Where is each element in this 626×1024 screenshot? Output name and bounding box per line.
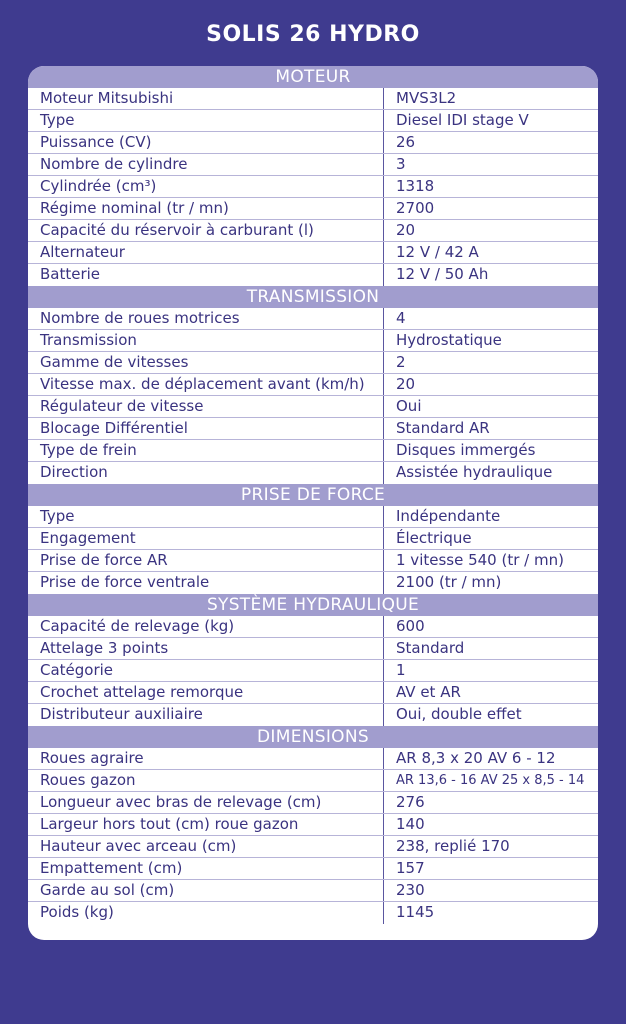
- table-row: [28, 154, 598, 176]
- table-row: [28, 198, 598, 220]
- section-transmission: [28, 286, 598, 484]
- table-row: [28, 704, 598, 726]
- table-row: [28, 792, 598, 814]
- section-heading: TRANSMISSION: [28, 286, 598, 308]
- section-heading: MOTEUR: [28, 66, 598, 88]
- row-value: 1 vitesse 540 (tr / mn): [396, 551, 564, 569]
- row-label: Régulateur de vitesse: [28, 396, 384, 417]
- row-value: AR 8,3 x 20 AV 6 - 12: [396, 749, 556, 767]
- row-value: Disques immergés: [396, 441, 536, 459]
- row-label: Puissance (CV): [28, 132, 384, 153]
- table-row: [28, 462, 598, 484]
- row-value: 1145: [396, 903, 435, 921]
- row-label: Roues agraire: [28, 748, 384, 769]
- row-value: 140: [396, 815, 425, 833]
- row-label: Transmission: [28, 330, 384, 351]
- table-row: [28, 506, 598, 528]
- row-label: Prise de force ventrale: [28, 572, 384, 594]
- row-label: Roues gazon: [28, 770, 384, 791]
- page-title: SOLIS 26 HYDRO: [206, 22, 420, 47]
- table-row: [28, 572, 598, 594]
- row-value: 26: [396, 133, 416, 151]
- table-row: [28, 550, 598, 572]
- row-label: Garde au sol (cm): [28, 880, 384, 901]
- row-label: Nombre de cylindre: [28, 154, 384, 175]
- row-value: 276: [396, 793, 425, 811]
- row-label: Prise de force AR: [28, 550, 384, 571]
- row-label: Capacité de relevage (kg): [28, 616, 384, 637]
- row-value: Assistée hydraulique: [396, 463, 553, 481]
- row-value: Standard AR: [396, 419, 490, 437]
- table-row: [28, 902, 598, 924]
- table-row: [28, 418, 598, 440]
- row-value: 157: [396, 859, 425, 877]
- table-row: [28, 528, 598, 550]
- row-label: Hauteur avec arceau (cm): [28, 836, 384, 857]
- table-row: [28, 748, 598, 770]
- row-value: 1: [396, 661, 406, 679]
- table-row: [28, 616, 598, 638]
- row-label: Direction: [28, 462, 384, 484]
- row-value: Oui: [396, 397, 422, 415]
- row-value: 2: [396, 353, 406, 371]
- row-label: Engagement: [28, 528, 384, 549]
- row-value: Standard: [396, 639, 465, 657]
- row-label: Crochet attelage remorque: [28, 682, 384, 703]
- row-value: 20: [396, 221, 416, 239]
- row-value: Diesel IDI stage V: [396, 111, 529, 129]
- table-row: [28, 374, 598, 396]
- row-label: Gamme de vitesses: [28, 352, 384, 373]
- row-value: 230: [396, 881, 425, 899]
- table-row: [28, 660, 598, 682]
- row-label: Attelage 3 points: [28, 638, 384, 659]
- row-label: Type: [28, 110, 384, 131]
- table-row: [28, 770, 598, 792]
- row-label: Catégorie: [28, 660, 384, 681]
- row-value: 2100 (tr / mn): [396, 573, 502, 591]
- section-prise-de-force: [28, 484, 598, 594]
- table-row: [28, 836, 598, 858]
- row-value: Oui, double effet: [396, 705, 522, 723]
- row-value: Hydrostatique: [396, 331, 502, 349]
- row-value: AV et AR: [396, 683, 461, 701]
- row-label: Type: [28, 506, 384, 527]
- row-label: Moteur Mitsubishi: [28, 88, 384, 109]
- row-value: 1318: [396, 177, 435, 195]
- row-value: 4: [396, 309, 406, 327]
- table-row: [28, 858, 598, 880]
- table-row: [28, 330, 598, 352]
- row-value: 238, replié 170: [396, 837, 510, 855]
- section-heading: PRISE DE FORCE: [28, 484, 598, 506]
- table-row: [28, 440, 598, 462]
- table-row: [28, 308, 598, 330]
- row-value: 3: [396, 155, 406, 173]
- row-label: Alternateur: [28, 242, 384, 263]
- row-value: MVS3L2: [396, 89, 457, 107]
- section-dimensions: [28, 726, 598, 924]
- table-row: [28, 220, 598, 242]
- spec-table: [28, 66, 598, 940]
- section-moteur: [28, 66, 598, 286]
- row-label: Largeur hors tout (cm) roue gazon: [28, 814, 384, 835]
- row-value: 12 V / 42 A: [396, 243, 479, 261]
- table-row: [28, 880, 598, 902]
- row-label: Empattement (cm): [28, 858, 384, 879]
- row-label: Cylindrée (cm³): [28, 176, 384, 197]
- row-label: Longueur avec bras de relevage (cm): [28, 792, 384, 813]
- row-value: Électrique: [396, 529, 472, 547]
- table-row: [28, 352, 598, 374]
- row-label: Vitesse max. de déplacement avant (km/h): [28, 374, 384, 395]
- section-systeme-hydraulique: [28, 594, 598, 726]
- table-row: [28, 132, 598, 154]
- table-row: [28, 396, 598, 418]
- row-value: 12 V / 50 Ah: [396, 265, 489, 283]
- row-value: 2700: [396, 199, 435, 217]
- table-row: [28, 242, 598, 264]
- row-label: Batterie: [28, 264, 384, 286]
- row-value: AR 13,6 - 16 AV 25 x 8,5 - 14: [396, 773, 585, 788]
- section-heading: SYSTÈME HYDRAULIQUE: [28, 594, 598, 616]
- row-label: Poids (kg): [28, 902, 384, 924]
- row-label: Type de frein: [28, 440, 384, 461]
- table-row: [28, 110, 598, 132]
- table-row: [28, 88, 598, 110]
- row-label: Capacité du réservoir à carburant (l): [28, 220, 384, 241]
- row-label: Nombre de roues motrices: [28, 308, 384, 329]
- row-value: 600: [396, 617, 425, 635]
- table-row: [28, 814, 598, 836]
- row-label: Distributeur auxiliaire: [28, 704, 384, 726]
- row-label: Régime nominal (tr / mn): [28, 198, 384, 219]
- table-row: [28, 264, 598, 286]
- row-value: 20: [396, 375, 416, 393]
- row-value: Indépendante: [396, 507, 501, 525]
- section-heading: DIMENSIONS: [28, 726, 598, 748]
- table-row: [28, 176, 598, 198]
- table-row: [28, 638, 598, 660]
- table-row: [28, 682, 598, 704]
- row-label: Blocage Différentiel: [28, 418, 384, 439]
